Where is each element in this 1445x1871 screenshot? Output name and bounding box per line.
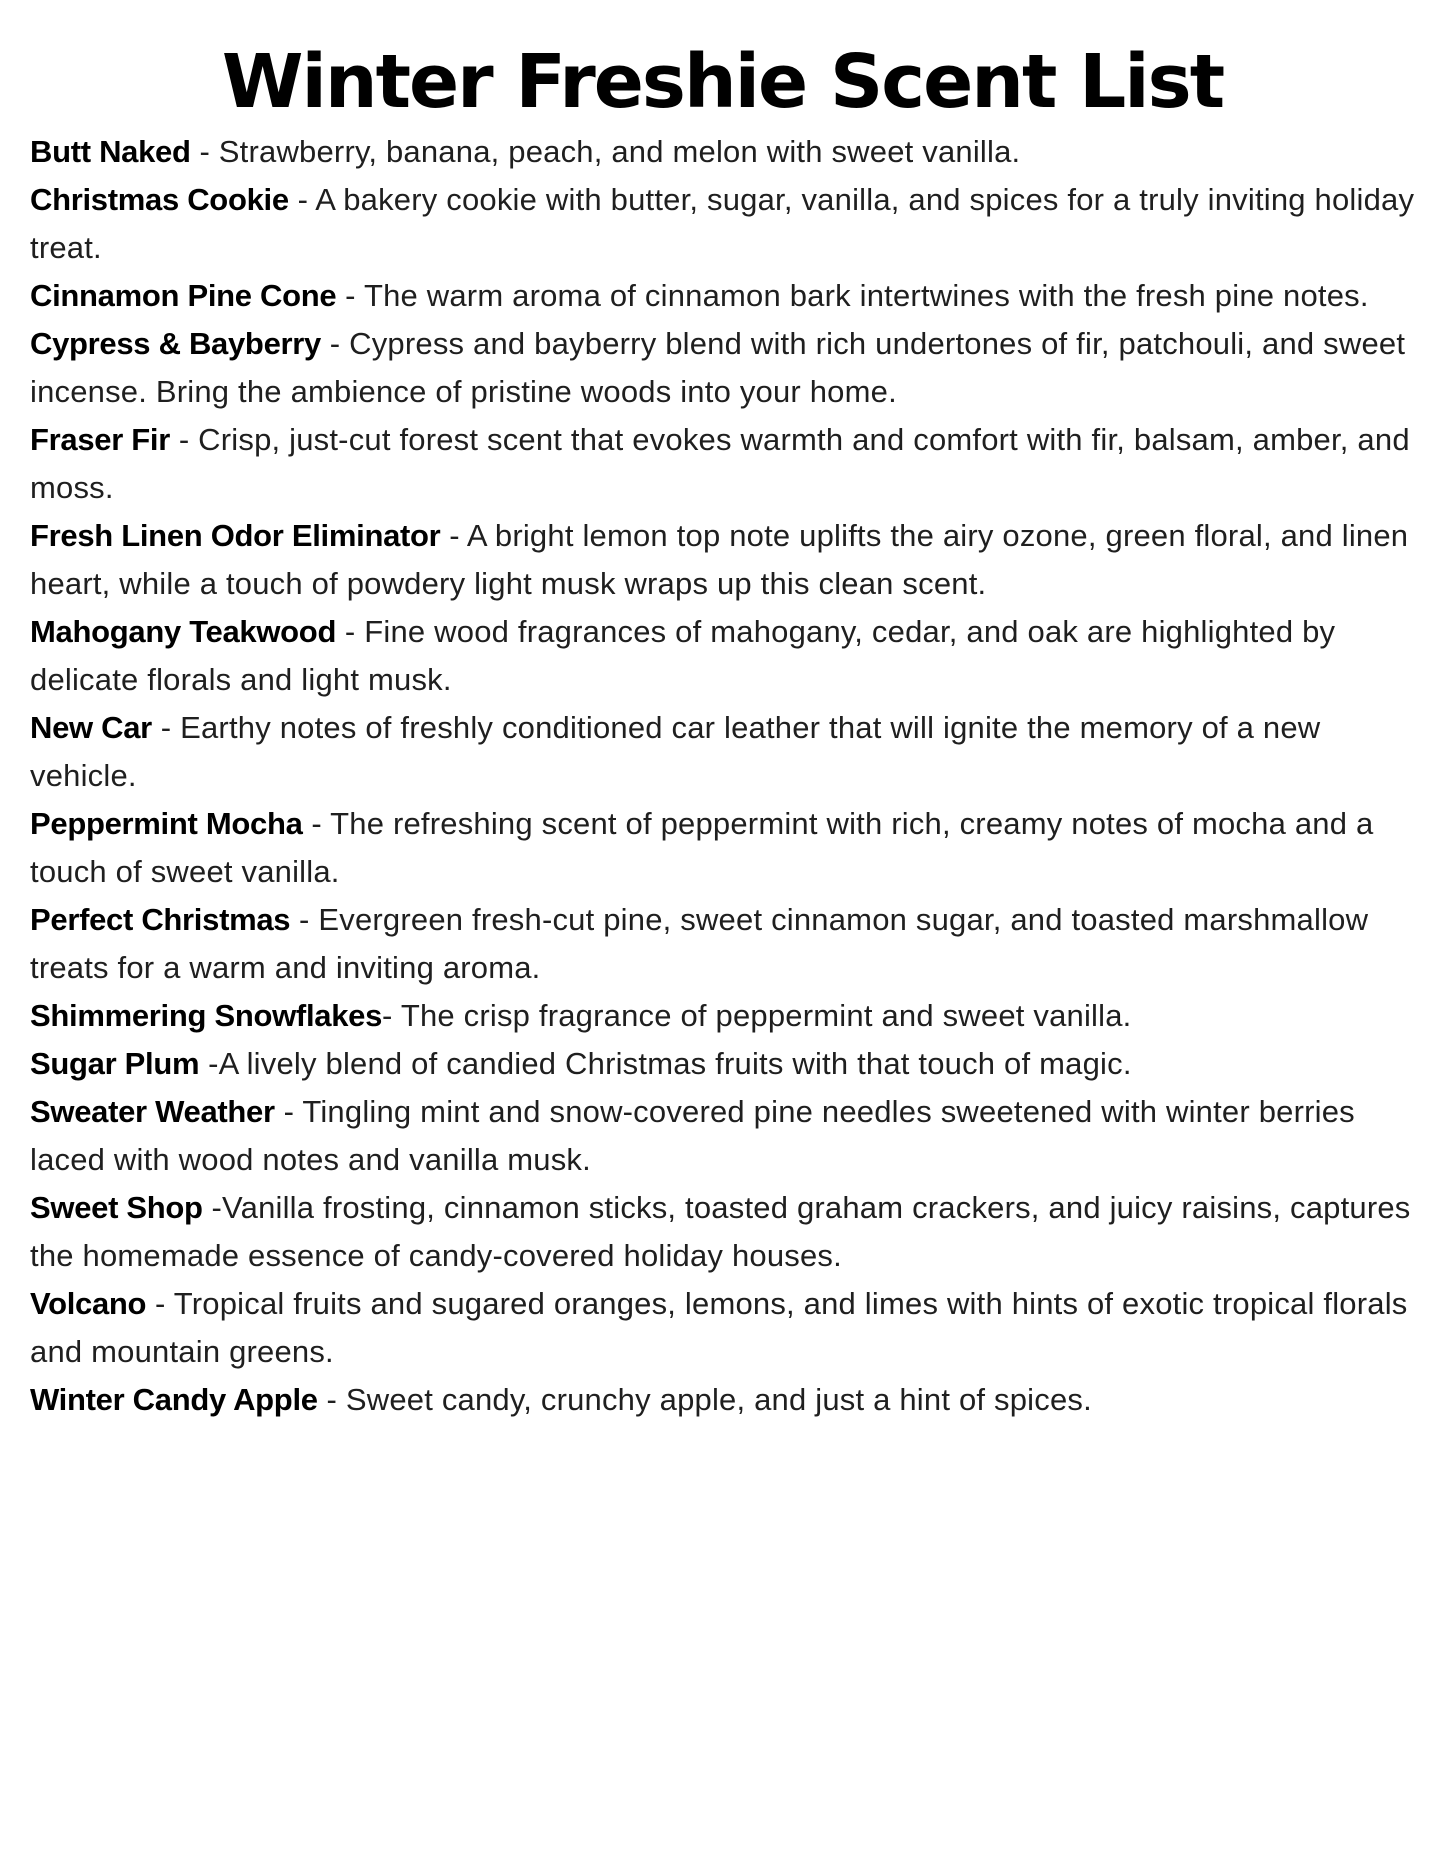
scent-name: Cinnamon Pine Cone bbox=[30, 277, 337, 313]
scent-separator: - bbox=[190, 133, 219, 169]
scent-item bbox=[30, 1040, 1415, 1088]
scent-separator: - bbox=[382, 997, 401, 1033]
scent-item bbox=[30, 1088, 1415, 1184]
scent-description: Tingling mint and snow-covered pine needles sweetened with winter berries laced with wood notes and vanilla musk. bbox=[30, 1093, 1355, 1177]
scent-description: Strawberry, banana, peach, and melon with sweet vanilla. bbox=[218, 133, 1021, 169]
scent-separator: - bbox=[274, 1093, 303, 1129]
scent-name: Butt Naked bbox=[30, 133, 191, 169]
scent-list bbox=[30, 128, 1415, 1424]
scent-item bbox=[30, 992, 1415, 1040]
scent-description: The crisp fragrance of peppermint and sweet vanilla. bbox=[400, 997, 1132, 1033]
scent-item bbox=[30, 1376, 1415, 1424]
page-title: Winter Freshie Scent List bbox=[221, 39, 1224, 125]
scent-name: New Car bbox=[30, 709, 152, 745]
scent-description: Vanilla frosting, cinnamon sticks, toasted graham crackers, and juicy raisins, captures the homemade essence of candy-covered holiday houses. bbox=[30, 1189, 1411, 1273]
scent-separator: - bbox=[170, 421, 199, 457]
scent-item bbox=[30, 416, 1415, 512]
scent-separator: - bbox=[199, 1045, 219, 1081]
scent-description: Evergreen fresh-cut pine, sweet cinnamon sugar, and toasted marshmallow treats for a warm and inviting aroma. bbox=[30, 901, 1369, 985]
scent-separator: - bbox=[151, 709, 181, 745]
scent-item bbox=[30, 896, 1415, 992]
scent-separator: - bbox=[290, 901, 319, 937]
scent-item bbox=[30, 1184, 1415, 1280]
scent-description: Sweet candy, crunchy apple, and just a hint of spices. bbox=[345, 1381, 1092, 1417]
scent-separator: - bbox=[288, 181, 316, 217]
scent-item bbox=[30, 128, 1415, 176]
scent-description: The refreshing scent of peppermint with rich, creamy notes of mocha and a touch of sweet vanilla. bbox=[30, 805, 1374, 889]
scent-separator: - bbox=[336, 277, 364, 313]
scent-description: Earthy notes of freshly conditioned car leather that will ignite the memory of a new vehicle. bbox=[30, 709, 1321, 793]
scent-name: Sweet Shop bbox=[30, 1189, 203, 1225]
scent-item bbox=[30, 1280, 1415, 1376]
scent-name: Cypress & Bayberry bbox=[30, 325, 321, 361]
scent-separator: - bbox=[317, 1381, 346, 1417]
scent-description: Tropical fruits and sugared oranges, lemons, and limes with hints of exotic tropical florals and mountain greens. bbox=[30, 1285, 1408, 1369]
scent-description: A lively blend of candied Christmas fruits with that touch of magic. bbox=[218, 1045, 1132, 1081]
scent-item bbox=[30, 272, 1415, 320]
scent-separator: - bbox=[202, 1189, 223, 1225]
scent-description: Cypress and bayberry blend with rich undertones of fir, patchouli, and sweet incense. Bring the ambience of pristine woods into your home. bbox=[30, 325, 1406, 409]
scent-separator: - bbox=[336, 613, 365, 649]
scent-name: Winter Candy Apple bbox=[30, 1381, 318, 1417]
scent-item bbox=[30, 176, 1415, 272]
scent-separator: - bbox=[320, 325, 350, 361]
scent-name: Fraser Fir bbox=[30, 421, 171, 457]
scent-item bbox=[30, 512, 1415, 608]
scent-name: Peppermint Mocha bbox=[30, 805, 303, 841]
scent-name: Sugar Plum bbox=[30, 1045, 200, 1081]
scent-item bbox=[30, 800, 1415, 896]
scent-name: Fresh Linen Odor Eliminator bbox=[30, 517, 441, 553]
scent-separator: - bbox=[302, 805, 331, 841]
scent-item bbox=[30, 608, 1415, 704]
scent-name: Christmas Cookie bbox=[30, 181, 289, 217]
scent-description: The warm aroma of cinnamon bark intertwines with the fresh pine notes. bbox=[363, 277, 1369, 313]
scent-separator: - bbox=[440, 517, 467, 553]
scent-description: Crisp, just-cut forest scent that evokes warmth and comfort with fir, balsam, amber, and moss. bbox=[30, 421, 1410, 505]
scent-separator: - bbox=[146, 1285, 174, 1321]
scent-description: Fine wood fragrances of mahogany, cedar, and oak are highlighted by delicate florals and light musk. bbox=[30, 613, 1336, 697]
scent-item bbox=[30, 320, 1415, 416]
scent-name: Volcano bbox=[30, 1285, 147, 1321]
scent-item bbox=[30, 704, 1415, 800]
scent-name: Mahogany Teakwood bbox=[30, 613, 337, 649]
scent-name: Perfect Christmas bbox=[30, 901, 291, 937]
scent-name: Shimmering Snowflakes bbox=[30, 997, 383, 1033]
scent-description: A bright lemon top note uplifts the airy ozone, green floral, and linen heart, while a touch of powdery light musk wraps up this clean scent. bbox=[30, 517, 1409, 601]
scent-description: A bakery cookie with butter, sugar, vanilla, and spices for a truly inviting holiday treat. bbox=[30, 181, 1415, 265]
scent-name: Sweater Weather bbox=[30, 1093, 275, 1129]
